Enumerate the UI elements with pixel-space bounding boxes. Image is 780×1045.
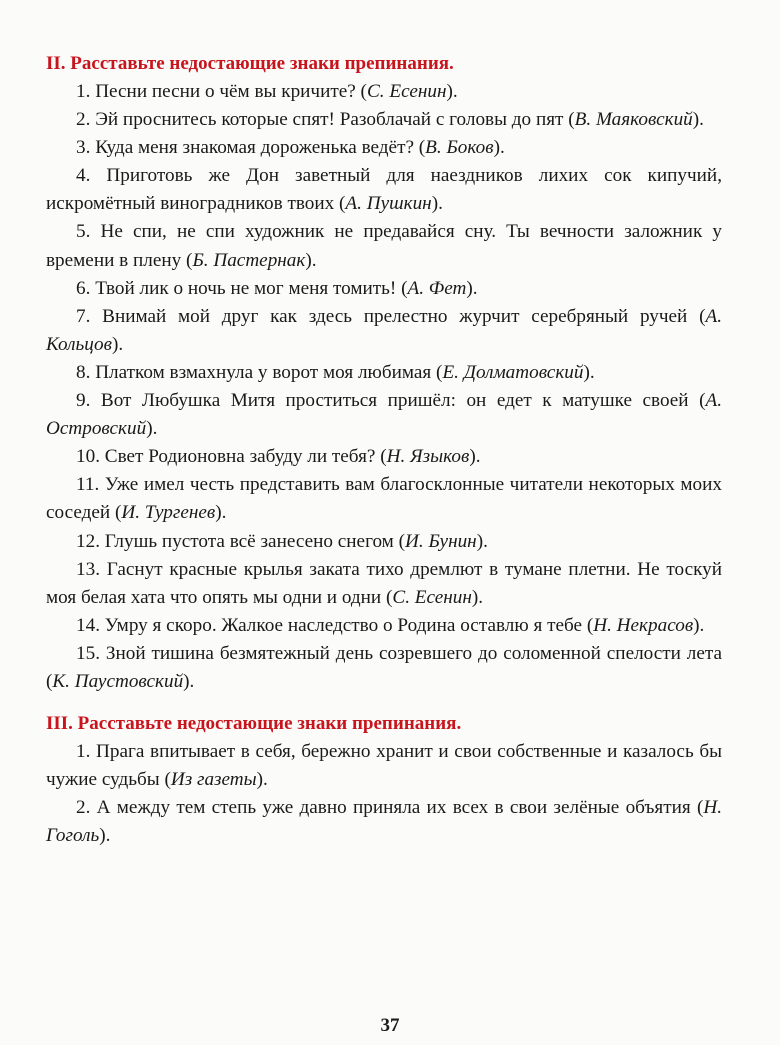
exercise-heading: III. Расставьте недостающие знаки препинания.: [46, 713, 462, 735]
source-author: А. Пушкин: [345, 193, 432, 215]
exercise-item: [46, 612, 722, 640]
sentence-text: 7. Внимай мой друг как здесь прелестно журчит серебряный ручей (: [76, 305, 706, 327]
exercise-item: [46, 640, 722, 696]
sentence-tail: ).: [446, 81, 458, 102]
source-author: С. Есенин: [366, 81, 447, 102]
sentence-tail: ).: [99, 825, 111, 847]
sentence-tail: ).: [471, 586, 484, 608]
sentence-text: 2. А между тем степь уже давно приняла их всех в свои зелёные объятия (: [76, 797, 704, 819]
exercise-heading: II. Расставьте недостающие знаки препинания.: [46, 53, 454, 74]
sentence-tail: ).: [431, 193, 443, 215]
source-author: И. Тургенев: [121, 502, 216, 524]
sentence-text: 9. Вот Любушка Митя проститься пришёл: он едет к матушке своей (: [76, 390, 706, 412]
source-author: С. Есенин: [392, 586, 472, 608]
exercise-section: [46, 710, 722, 850]
exercise-item: [46, 556, 722, 612]
sentence-text: 15. Зной тишина безмятежный день созревшего до соломенной спелости лета (: [46, 642, 722, 692]
source-author: Е. Долматовский: [442, 361, 584, 383]
sentence-tail: ).: [215, 502, 227, 524]
sentence-text: 13. Гаснут красные крылья заката тихо дремлют в тумане плетни. Не тоскуй моя белая хата что опять мы одни и одни (: [46, 558, 722, 608]
sentence-text: 4. Приготовь же Дон заветный для наездников лихих сок кипучий, искромётный виноградников твоих (: [46, 165, 722, 215]
exercise-item: [46, 303, 722, 359]
source-author: А. Кольцов: [46, 305, 722, 355]
sentence-tail: ).: [583, 361, 595, 383]
sentence-text: 14. Умру я скоро. Жалкое наследство о Родина оставлю я тебе (: [76, 614, 594, 636]
source-author: В. Маяковский: [574, 109, 693, 131]
textbook-page: [46, 50, 722, 850]
exercise-item: [46, 106, 722, 134]
exercise-item: [46, 218, 722, 274]
sentence-text: 12. Глушь пустота всё занесено снегом (: [76, 530, 406, 552]
sentence-text: 1. Прага впитывает в себя, бережно хранит и свои собственные и казалось бы чужие судьбы (: [46, 741, 722, 791]
sentence-tail: ).: [493, 137, 505, 159]
sentence-tail: ).: [111, 333, 124, 355]
exercise-items: [46, 78, 722, 696]
sentence-text: 10. Свет Родионовна забуду ли тебя? (: [76, 446, 387, 468]
exercise-item: [46, 738, 722, 794]
sentence-text: 11. Уже имел честь представить вам благосклонные читатели некоторых моих соседей (: [46, 474, 722, 524]
source-author: К. Паустовский: [52, 670, 184, 692]
sentence-text: 5. Не спи, не спи художник не предавайся сну. Ты вечности заложник у времени в плену (: [46, 221, 722, 271]
source-author: Б. Пастернак: [192, 249, 306, 271]
sentence-tail: ).: [256, 769, 268, 791]
sentence-tail: ).: [469, 446, 481, 468]
sentence-text: 6. Твой лик о ночь не мог меня томить! (: [76, 277, 408, 299]
sentence-tail: ).: [466, 277, 478, 299]
sentence-tail: ).: [146, 418, 158, 440]
exercise-item: [46, 471, 722, 527]
exercise-item: [46, 275, 722, 303]
sentence-tail: ).: [692, 109, 704, 131]
exercise-item: [46, 78, 722, 106]
source-author: Н. Некрасов: [593, 614, 694, 636]
exercise-item: [46, 162, 722, 218]
sentence-tail: ).: [305, 249, 317, 271]
sentence-tail: ).: [693, 614, 705, 636]
page-number: 37: [380, 1015, 400, 1036]
source-author: А. Островский: [46, 390, 722, 440]
exercise-item: [46, 794, 722, 850]
source-author: И. Бунин: [405, 530, 477, 552]
source-author: Н. Языков: [386, 446, 470, 468]
source-author: В. Боков: [425, 137, 494, 159]
exercise-items: [46, 738, 722, 850]
exercise-item: [46, 443, 722, 471]
sentence-text: 3. Куда меня знакомая дороженька ведёт? (: [76, 137, 426, 159]
sentence-tail: ).: [183, 670, 195, 692]
exercise-item: [46, 528, 722, 556]
source-author: А. Фет: [407, 277, 467, 299]
sentence-text: 2. Эй проснитесь которые спят! Разоблачай с головы до пят (: [76, 109, 575, 131]
source-author: Из газеты: [170, 769, 257, 791]
sentence-text: 8. Платком взмахнула у ворот моя любимая (: [76, 361, 443, 383]
source-author: Н. Гоголь: [46, 797, 722, 847]
exercise-item: [46, 134, 722, 162]
sentence-tail: ).: [476, 530, 488, 552]
sentence-text: 1. Песни песни о чём вы кричите? (: [76, 81, 367, 102]
exercise-item: [46, 387, 722, 443]
exercise-item: [46, 359, 722, 387]
exercise-section: [46, 50, 722, 696]
